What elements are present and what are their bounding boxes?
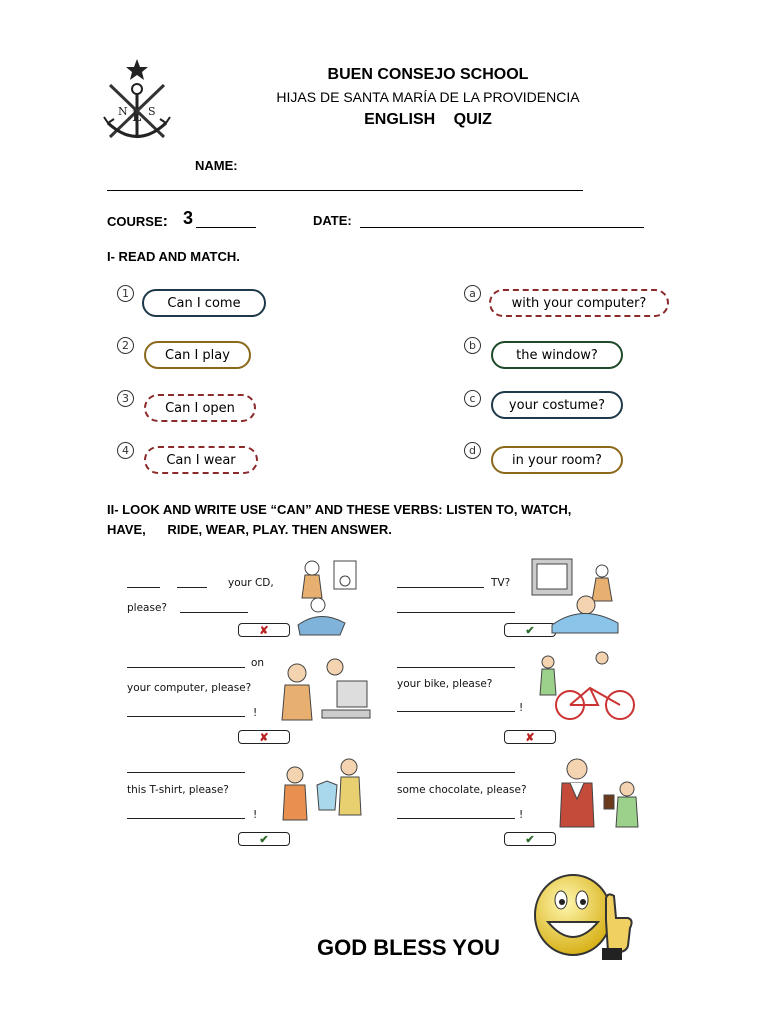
- match-left-3[interactable]: Can I open: [144, 394, 256, 422]
- write-blank[interactable]: [127, 716, 245, 717]
- match-number-4: 4: [117, 442, 134, 459]
- item-4-exclaim: !: [519, 702, 524, 714]
- write-blank[interactable]: [177, 587, 207, 588]
- illustration-kids-bike: [532, 650, 642, 730]
- item-3-question: your computer, please?: [127, 682, 252, 694]
- match-right-d[interactable]: in your room?: [491, 446, 623, 474]
- match-letter-c: c: [464, 390, 481, 407]
- item-1-please: please?: [127, 602, 167, 614]
- item-5-text: this T-shirt, please?: [127, 784, 229, 796]
- smiley-thumbs-up-icon: [528, 870, 638, 965]
- section-1-title: I- READ AND MATCH.: [107, 249, 240, 264]
- name-label: NAME:: [195, 158, 238, 173]
- illustration-kids-cd: [290, 553, 370, 643]
- item-3-exclaim: !: [253, 707, 258, 719]
- match-number-2: 2: [117, 337, 134, 354]
- write-blank[interactable]: [127, 772, 245, 773]
- write-exercise: [107, 550, 652, 850]
- date-field-line[interactable]: [360, 227, 644, 228]
- match-exercise: [107, 280, 682, 480]
- date-label: DATE:: [313, 213, 352, 228]
- write-blank[interactable]: [397, 587, 484, 588]
- write-blank[interactable]: [397, 772, 515, 773]
- item-4-text: your bike, please?: [397, 678, 493, 690]
- course-field-line[interactable]: [196, 227, 256, 228]
- section-2-title-line-2: HAVE, RIDE, WEAR, PLAY. THEN ANSWER.: [107, 522, 392, 537]
- answer-box-6[interactable]: ✔: [504, 832, 556, 846]
- match-letter-d: d: [464, 442, 481, 459]
- answer-box-2[interactable]: ✔: [504, 623, 556, 637]
- item-1-text: your CD,: [228, 577, 274, 589]
- illustration-kids-computer: [277, 655, 377, 735]
- item-6-text: some chocolate, please?: [397, 784, 527, 796]
- write-blank[interactable]: [397, 711, 515, 712]
- match-letter-a: a: [464, 285, 481, 302]
- answer-box-4[interactable]: ✘: [504, 730, 556, 744]
- section-2-title-line-1: II- LOOK AND WRITE USE “CAN” AND THESE VERBS: LISTEN TO, WATCH,: [107, 502, 572, 517]
- match-left-4[interactable]: Can I wear: [144, 446, 258, 474]
- svg-text:L: L: [132, 109, 142, 125]
- name-field-line[interactable]: [107, 190, 583, 191]
- match-letter-b: b: [464, 337, 481, 354]
- write-blank[interactable]: [397, 818, 515, 819]
- match-number-3: 3: [117, 390, 134, 407]
- quiz-title: ENGLISH QUIZ: [364, 111, 492, 128]
- svg-text:N: N: [118, 105, 128, 118]
- illustration-kids-tv: [522, 553, 632, 638]
- write-blank[interactable]: [127, 587, 160, 588]
- match-number-1: 1: [117, 285, 134, 302]
- write-blank[interactable]: [397, 612, 515, 613]
- write-blank[interactable]: [127, 667, 245, 668]
- write-blank[interactable]: [127, 818, 245, 819]
- item-2-text: TV?: [491, 577, 511, 589]
- answer-box-5[interactable]: ✔: [238, 832, 290, 846]
- course-value: 3: [183, 208, 194, 228]
- answer-box-1[interactable]: ✘: [238, 623, 290, 637]
- write-blank[interactable]: [180, 612, 248, 613]
- illustration-kids-tshirt: [277, 755, 372, 840]
- item-3-text: on: [251, 657, 265, 669]
- svg-text:S: S: [148, 105, 156, 118]
- item-5-exclaim: !: [253, 809, 258, 821]
- write-blank[interactable]: [397, 667, 515, 668]
- congregation-name: HIJAS DE SANTA MARÍA DE LA PROVIDENCIA: [276, 89, 580, 105]
- illustration-kids-chocolate: [552, 755, 647, 840]
- match-right-a[interactable]: with your computer?: [489, 289, 669, 317]
- answer-box-3[interactable]: ✘: [238, 730, 290, 744]
- school-name: BUEN CONSEJO SCHOOL: [327, 66, 529, 83]
- item-6-exclaim: !: [519, 809, 524, 821]
- blessing-text: GOD BLESS YOU: [317, 935, 500, 960]
- course-label: COURSE:: [107, 213, 168, 230]
- match-right-c[interactable]: your costume?: [491, 391, 623, 419]
- match-left-2[interactable]: Can I play: [144, 341, 251, 369]
- match-right-b[interactable]: the window?: [491, 341, 623, 369]
- match-left-1[interactable]: Can I come: [142, 289, 266, 317]
